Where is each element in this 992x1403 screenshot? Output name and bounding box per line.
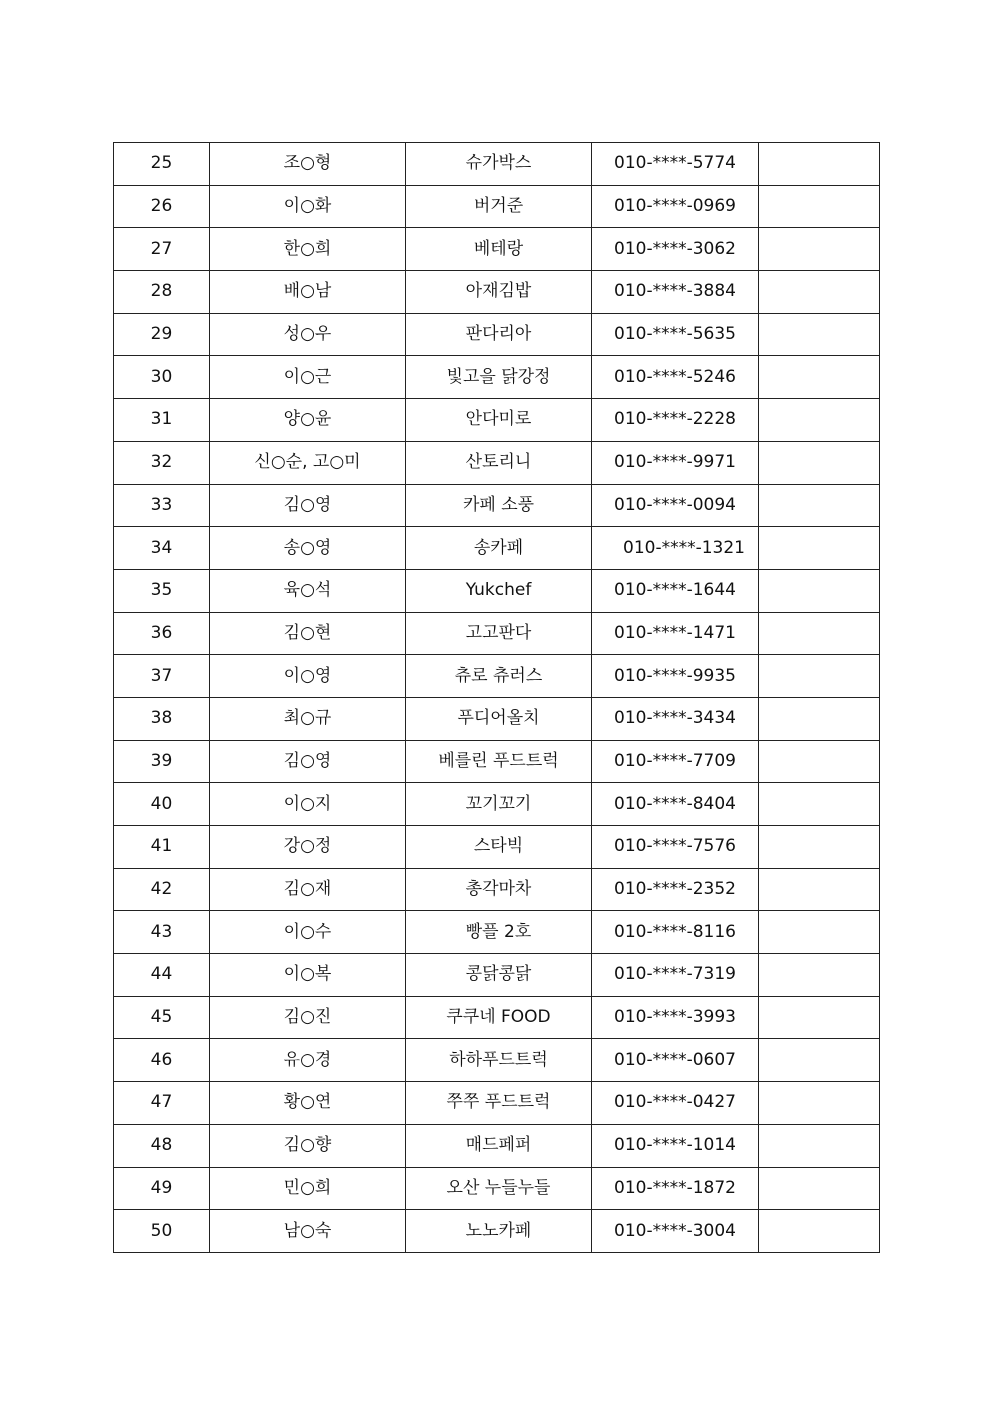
row-number-cell [114,1210,210,1253]
owner-name-text: 김○재 [283,879,332,900]
table-row [114,569,880,612]
shop-name-cell [406,1082,592,1125]
phone-number-cell [592,740,759,783]
owner-name-cell [210,569,406,612]
shop-name-text: 쭈쭈 푸드트럭 [446,1092,551,1113]
phone-number-text: 010-****-0427 [614,1092,736,1113]
shop-name-text: 버거준 [473,196,524,217]
shop-name-cell [406,612,592,655]
owner-name-text: 민○희 [283,1177,332,1198]
owner-name-text: 김○진 [283,1007,332,1028]
shop-name-text: 안다미로 [465,409,532,430]
phone-number-text: 010-****-8116 [614,921,736,942]
owner-name-text: 배○남 [283,281,332,302]
owner-name-cell [210,740,406,783]
owner-name-cell [210,697,406,740]
phone-number-text: 010-****-7319 [614,964,736,985]
owner-name-text: 이○수 [283,921,332,942]
owner-name-cell [210,911,406,954]
owner-name-text: 유○경 [283,1049,332,1070]
phone-number-text: 010-****-1321 [623,537,745,558]
row-number-cell [114,954,210,997]
shop-name-text: 츄로 츄러스 [454,665,543,686]
row-number-cell [114,441,210,484]
phone-number-cell [592,143,759,186]
shop-name-text: 빵플 2호 [465,921,532,942]
owner-name-text: 이○근 [283,366,332,387]
row-number-text: 35 [150,580,173,601]
owner-name-text: 김○향 [283,1135,332,1156]
note-cell [759,484,880,527]
row-number-cell [114,143,210,186]
row-number-cell [114,783,210,826]
row-number-cell [114,826,210,869]
owner-name-text: 한○희 [283,238,332,259]
shop-name-cell [406,954,592,997]
owner-name-cell [210,185,406,228]
owner-name-cell [210,1124,406,1167]
owner-name-cell [210,271,406,314]
row-number-text: 47 [150,1092,173,1113]
phone-number-text: 010-****-1471 [614,622,736,643]
shop-name-cell [406,313,592,356]
shop-name-text: 슈가박스 [465,153,532,174]
note-cell [759,1082,880,1125]
row-number-text: 36 [150,622,173,643]
owner-name-text: 황○연 [283,1092,332,1113]
phone-number-text: 010-****-0094 [614,494,736,515]
phone-number-cell [592,484,759,527]
owner-name-cell [210,996,406,1039]
note-cell [759,655,880,698]
row-number-cell [114,1082,210,1125]
phone-number-text: 010-****-3993 [614,1007,736,1028]
row-number-text: 46 [150,1049,173,1070]
row-number-text: 48 [150,1135,173,1156]
phone-number-cell [592,655,759,698]
table-row [114,143,880,186]
table-row [114,783,880,826]
shop-name-cell [406,868,592,911]
table-row [114,1167,880,1210]
row-number-text: 39 [150,750,173,771]
table-row [114,1124,880,1167]
table-row [114,313,880,356]
table-row [114,356,880,399]
note-cell [759,527,880,570]
row-number-cell [114,484,210,527]
shop-name-cell [406,1039,592,1082]
note-cell [759,826,880,869]
note-cell [759,399,880,442]
shop-name-text: 송카페 [473,537,524,558]
owner-name-cell [210,228,406,271]
row-number-cell [114,1167,210,1210]
row-number-text: 31 [150,409,173,430]
row-number-text: 34 [150,537,173,558]
owner-name-text: 송○영 [283,537,332,558]
row-number-cell [114,185,210,228]
phone-number-text: 010-****-9971 [614,452,736,473]
phone-number-cell [592,996,759,1039]
phone-number-cell [592,1124,759,1167]
phone-number-cell [592,826,759,869]
row-number-text: 25 [150,153,173,174]
note-cell [759,740,880,783]
note-cell [759,143,880,186]
phone-number-text: 010-****-9935 [614,665,736,686]
row-number-text: 43 [150,921,173,942]
row-number-cell [114,1039,210,1082]
row-number-cell [114,868,210,911]
owner-name-text: 이○복 [283,964,332,985]
row-number-cell [114,1124,210,1167]
phone-number-text: 010-****-3884 [614,281,736,302]
shop-name-text: 꼬기꼬기 [465,793,532,814]
row-number-cell [114,356,210,399]
phone-number-text: 010-****-2352 [614,879,736,900]
owner-name-text: 성○우 [283,324,332,345]
shop-name-cell [406,1210,592,1253]
owner-name-text: 이○영 [283,665,332,686]
note-cell [759,441,880,484]
shop-name-cell [406,527,592,570]
phone-number-text: 010-****-3062 [614,238,736,259]
owner-name-text: 양○윤 [283,409,332,430]
shop-name-text: 산토리니 [465,452,532,473]
owner-name-cell [210,356,406,399]
phone-number-text: 010-****-7576 [614,836,736,857]
row-number-text: 29 [150,324,173,345]
phone-number-cell [592,697,759,740]
phone-number-text: 010-****-0607 [614,1049,736,1070]
shop-name-text: 카페 소풍 [462,494,535,515]
owner-name-text: 김○영 [283,494,332,515]
phone-number-cell [592,569,759,612]
table-row [114,527,880,570]
note-cell [759,228,880,271]
row-number-text: 27 [150,238,173,259]
shop-name-cell [406,271,592,314]
row-number-text: 33 [150,494,173,515]
owner-name-cell [210,612,406,655]
shop-name-cell [406,996,592,1039]
shop-name-text: 빛고을 닭강정 [446,366,551,387]
owner-name-text: 김○영 [283,750,332,771]
phone-number-cell [592,1039,759,1082]
phone-number-text: 010-****-5246 [614,366,736,387]
phone-number-text: 010-****-2228 [614,409,736,430]
row-number-cell [114,996,210,1039]
owner-name-cell [210,868,406,911]
shop-name-cell [406,1167,592,1210]
row-number-cell [114,527,210,570]
row-number-cell [114,399,210,442]
table-row [114,655,880,698]
phone-number-text: 010-****-7709 [614,750,736,771]
owner-name-cell [210,484,406,527]
table-row [114,228,880,271]
note-cell [759,954,880,997]
owner-name-text: 최○규 [283,708,332,729]
owner-name-text: 이○지 [283,793,332,814]
note-cell [759,1039,880,1082]
table-row [114,612,880,655]
phone-number-text: 010-****-3434 [614,708,736,729]
row-number-text: 40 [150,793,173,814]
row-number-text: 32 [150,452,173,473]
row-number-cell [114,655,210,698]
shop-name-text: 오산 누들누들 [446,1177,551,1198]
phone-number-cell [592,1082,759,1125]
note-cell [759,783,880,826]
owner-name-text: 신○순, 고○미 [254,452,361,473]
table-row [114,1082,880,1125]
row-number-text: 30 [150,366,173,387]
row-number-text: 42 [150,879,173,900]
shop-name-cell [406,783,592,826]
row-number-cell [114,612,210,655]
owner-name-cell [210,655,406,698]
owner-name-cell [210,399,406,442]
shop-name-text: 베를린 푸드트럭 [438,750,559,771]
note-cell [759,1167,880,1210]
phone-number-cell [592,911,759,954]
note-cell [759,1124,880,1167]
shop-name-cell [406,569,592,612]
owner-name-cell [210,954,406,997]
table-row [114,954,880,997]
row-number-text: 44 [150,964,173,985]
row-number-cell [114,697,210,740]
row-number-text: 38 [150,708,173,729]
phone-number-cell [592,356,759,399]
owner-name-cell [210,1167,406,1210]
row-number-cell [114,313,210,356]
phone-number-cell [592,228,759,271]
shop-name-cell [406,911,592,954]
table-row [114,697,880,740]
owner-name-cell [210,1210,406,1253]
shop-name-text: 하하푸드트럭 [449,1049,548,1070]
row-number-text: 50 [150,1220,173,1241]
row-number-cell [114,569,210,612]
phone-number-cell [592,527,759,570]
shop-name-cell [406,356,592,399]
row-number-cell [114,911,210,954]
phone-number-text: 010-****-1014 [614,1135,736,1156]
shop-name-text: 쿠쿠네 FOOD [446,1007,551,1028]
table-row [114,826,880,869]
owner-name-cell [210,527,406,570]
table-row [114,185,880,228]
shop-name-text: 고고판다 [465,622,532,643]
phone-number-text: 010-****-0969 [614,196,736,217]
note-cell [759,868,880,911]
phone-number-cell [592,1167,759,1210]
shop-name-cell [406,441,592,484]
owner-name-text: 강○정 [283,836,332,857]
shop-name-cell [406,185,592,228]
table-row [114,399,880,442]
phone-number-text: 010-****-8404 [614,793,736,814]
table-row [114,911,880,954]
phone-number-cell [592,185,759,228]
owner-name-text: 김○현 [283,622,332,643]
phone-number-cell [592,868,759,911]
phone-number-cell [592,954,759,997]
owner-name-cell [210,1082,406,1125]
table-row [114,868,880,911]
owner-name-cell [210,783,406,826]
shop-name-text: 푸디어올치 [457,708,540,729]
shop-name-cell [406,655,592,698]
row-number-cell [114,271,210,314]
shop-name-cell [406,484,592,527]
note-cell [759,1210,880,1253]
owner-name-cell [210,143,406,186]
shop-name-text: 콩닭콩닭 [465,964,532,985]
shop-name-text: 아재김밥 [465,281,532,302]
row-number-text: 28 [150,281,173,302]
shop-name-text: 총각마차 [465,879,532,900]
owner-name-text: 남○숙 [283,1220,332,1241]
shop-name-text: Yukchef [465,580,532,601]
owner-name-cell [210,313,406,356]
shop-name-text: 매드페퍼 [465,1135,532,1156]
row-number-text: 37 [150,665,173,686]
row-number-cell [114,228,210,271]
shop-name-cell [406,143,592,186]
owner-name-text: 육○석 [283,580,332,601]
vendor-table [113,142,880,1253]
shop-name-text: 노노카페 [465,1220,532,1241]
owner-name-text: 조○형 [283,153,332,174]
shop-name-cell [406,228,592,271]
phone-number-text: 010-****-1644 [614,580,736,601]
shop-name-text: 스타빅 [473,836,524,857]
row-number-text: 26 [150,196,173,217]
table-row [114,271,880,314]
table-row [114,996,880,1039]
note-cell [759,911,880,954]
shop-name-cell [406,826,592,869]
phone-number-cell [592,783,759,826]
phone-number-cell [592,1210,759,1253]
note-cell [759,569,880,612]
table-row [114,1210,880,1253]
shop-name-cell [406,399,592,442]
row-number-cell [114,740,210,783]
note-cell [759,996,880,1039]
owner-name-cell [210,441,406,484]
phone-number-cell [592,399,759,442]
vendor-table-body [114,143,880,1253]
phone-number-text: 010-****-1872 [614,1177,736,1198]
note-cell [759,612,880,655]
note-cell [759,185,880,228]
shop-name-text: 베테랑 [473,238,524,259]
row-number-text: 49 [150,1177,173,1198]
shop-name-cell [406,697,592,740]
shop-name-text: 판다리아 [465,324,532,345]
table-row [114,484,880,527]
row-number-text: 41 [150,836,173,857]
phone-number-cell [592,313,759,356]
phone-number-cell [592,612,759,655]
phone-number-text: 010-****-3004 [614,1220,736,1241]
shop-name-cell [406,740,592,783]
owner-name-cell [210,826,406,869]
shop-name-cell [406,1124,592,1167]
note-cell [759,697,880,740]
phone-number-cell [592,441,759,484]
phone-number-text: 010-****-5635 [614,324,736,345]
note-cell [759,356,880,399]
phone-number-cell [592,271,759,314]
owner-name-text: 이○화 [283,196,332,217]
table-row [114,740,880,783]
row-number-text: 45 [150,1007,173,1028]
note-cell [759,271,880,314]
note-cell [759,313,880,356]
table-row [114,1039,880,1082]
owner-name-cell [210,1039,406,1082]
table-row [114,441,880,484]
phone-number-text: 010-****-5774 [614,153,736,174]
